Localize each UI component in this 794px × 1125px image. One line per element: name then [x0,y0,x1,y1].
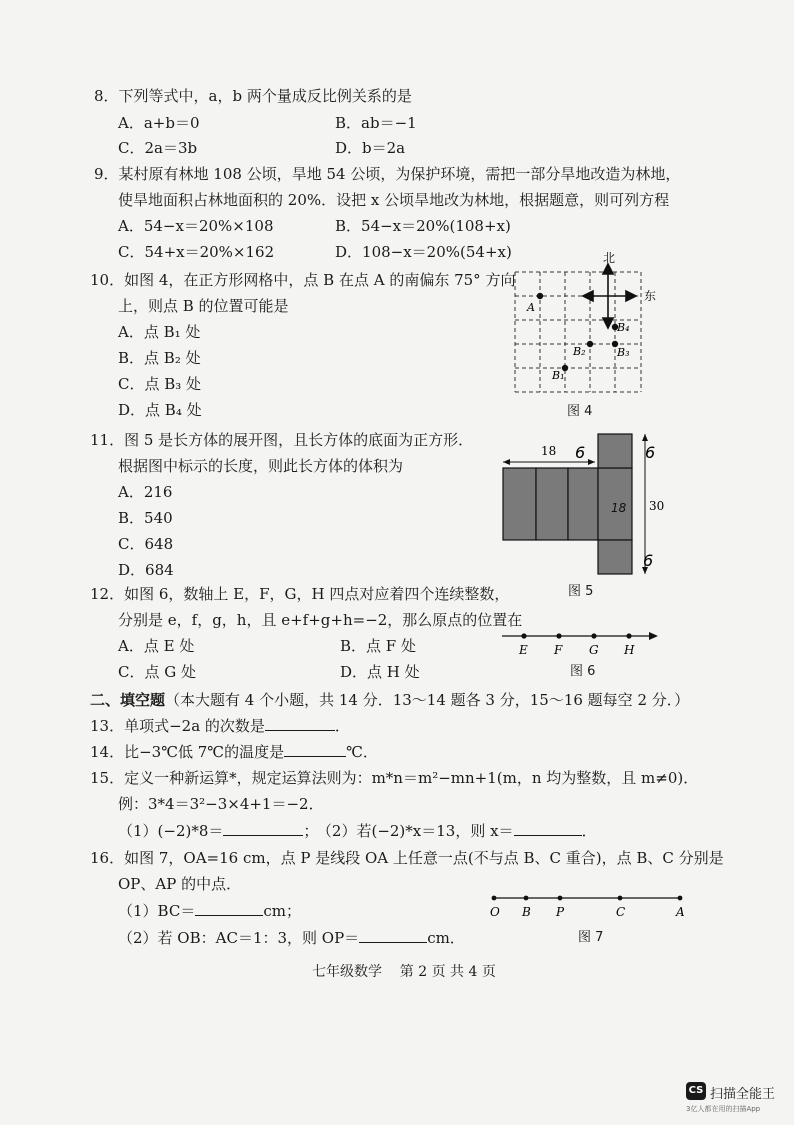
point-a-label: A [527,301,535,314]
point-b4-label: B₄ [617,321,630,334]
q12-option-b: B．点 F 处 [340,637,416,655]
q13-answer-blank[interactable] [265,716,335,731]
q10-option-b: B．点 B₂ 处 [118,349,201,367]
q16-part1-text: （1）BC＝ [118,902,196,920]
q15-part2: （2）若(−2)*x＝13，则 x＝ [324,822,514,840]
point-b1-label: B₁ [552,369,565,382]
q16-part2-unit: cm． [427,929,465,947]
point-o: O [490,905,500,919]
q16-part2 [118,928,465,948]
point-a-end: A [676,905,685,919]
point-a [537,293,543,299]
cs-badge-icon: CS [686,1082,706,1100]
q10-stem-line2: 上，则点 B 的位置可能是 [118,297,289,315]
section-2-title: 二、填空题 [90,691,166,709]
q9-stem-line2: 使旱地面积占林地面积的 20%．设把 x 公顷旱地改为林地，根据题意，则可列方程 [118,191,670,209]
q12-option-a: A．点 E 处 [118,637,195,655]
q14-text: 14．比−3℃低 7℃的温度是 [90,743,285,761]
q16-line1: 16．如图 7，OA=16 cm，点 P 是线段 OA 上任意一点(不与点 B、C 重合)，点 B、C 分别是 [90,849,724,867]
point-g: G [589,643,599,657]
figure-5-caption: 图 5 [568,584,594,599]
q11-stem-line2: 根据图中标示的长度，则此长方体的体积为 [118,457,404,475]
q10-stem-line1: 10．如图 4，在正方形网格中，点 B 在点 A 的南偏东 75° 方向 [90,271,516,289]
q14-end: ℃． [346,743,378,761]
q15-end: ． [581,822,597,840]
hw-6-top: 6 [575,443,586,462]
compass-icon [583,264,636,328]
q16-part2-blank[interactable] [359,928,427,943]
q11-option-c: C．648 [118,535,174,553]
q15-sep: ； [303,822,319,840]
q12-stem-line1: 12．如图 6，数轴上 E，F，G，H 四点对应着四个连续整数， [90,585,510,603]
q15-line1: 15．定义一种新运算*，规定运算法则为：m*n＝m²−mn+1(m，n 均为整数，且 m≠0)． [90,769,699,787]
q11-option-d: D．684 [118,561,174,579]
point-h: H [624,643,635,657]
point-b2 [587,341,593,347]
q11-option-b: B．540 [118,509,173,527]
figure-6-caption: 图 6 [570,664,596,679]
q10-option-c: C．点 B₃ 处 [118,375,202,393]
q15-part1-blank[interactable] [223,821,303,836]
hw-6-right-bottom: 6 [643,551,654,570]
q12-option-d: D．点 H 处 [340,663,420,681]
figure-4-caption: 图 4 [567,404,593,419]
q12-stem-line2: 分别是 e，f，g，h，且 e+f+g+h=−2，那么原点的位置在 [118,611,523,629]
q8-option-c: C．2a＝3b [118,139,198,157]
point-p: P [556,905,565,919]
q15-parts [118,821,597,841]
hw-18: 18 [611,501,627,515]
q14 [90,742,378,762]
section-2-heading [90,690,689,710]
figure-4-grid [505,248,665,398]
watermark-subtitle: 3亿人都在用的扫描App [686,1105,761,1113]
q13-text: 13．单项式−2a 的次数是 [90,717,265,735]
q16-part1 [118,901,301,921]
q16-part1-unit: cm； [263,902,301,920]
figure-7-segment [488,888,688,922]
point-e: E [519,643,528,657]
page-footer: 七年级数学 第 2 页 共 4 页 [312,964,496,980]
section-2-desc: （本大题有 4 个小题，共 14 分．13～14 题各 3 分，15～16 题每空 2 分．） [165,691,690,709]
figure-7-caption: 图 7 [578,930,604,945]
q15-part1: （1）(−2)*8＝ [118,822,224,840]
q8-option-b: B．ab＝−1 [335,114,417,132]
east-label: 东 [644,289,657,303]
watermark-title: 扫描全能王 [710,1087,776,1102]
hw-6-right-top: 6 [645,443,656,462]
q13 [90,716,350,736]
dim-30: 30 [649,499,665,513]
q16-part1-blank[interactable] [195,901,263,916]
figure-5-net [495,430,675,580]
point-f: F [554,643,563,657]
q9-option-c: C．54+x＝20%×162 [118,243,275,261]
north-label: 北 [603,251,616,265]
q9-option-a: A．54−x＝20%×108 [118,217,274,235]
point-b: B [522,905,531,919]
q15-part2-blank[interactable] [514,821,582,836]
point-b2-label: B₂ [573,345,586,358]
q9-option-b: B．54−x＝20%(108+x) [335,217,511,235]
q10-option-d: D．点 B₄ 处 [118,401,202,419]
q9-stem-line1: 9．某村原有林地 108 公顷，旱地 54 公顷，为保护环境，需把一部分旱地改造为林地， [94,165,681,183]
q10-option-a: A．点 B₁ 处 [118,323,201,341]
q12-option-c: C．点 G 处 [118,663,196,681]
q8-option-d: D．b＝2a [335,139,406,157]
q11-stem-line1: 11．图 5 是长方体的展开图，且长方体的底面为正方形． [90,431,474,449]
q16-part2-text: （2）若 OB：AC＝1：3，则 OP＝ [118,929,360,947]
q11-option-a: A．216 [118,483,173,501]
q13-end: ． [334,717,350,735]
dim-18: 18 [541,444,557,458]
q9-option-d: D．108−x＝20%(54+x) [335,243,512,261]
q16-line2: OP、AP 的中点． [118,875,242,893]
q8-stem: 8．下列等式中，a，b 两个量成反比例关系的是 [94,87,412,105]
q14-answer-blank[interactable] [284,742,346,757]
point-b3-label: B₃ [617,346,630,359]
q8-option-a: A．a+b＝0 [118,114,200,132]
figure-6-number-line [498,626,663,660]
q15-line2: 例：3*4＝3²−3×4+1＝−2． [118,795,324,813]
point-c: C [616,905,626,919]
